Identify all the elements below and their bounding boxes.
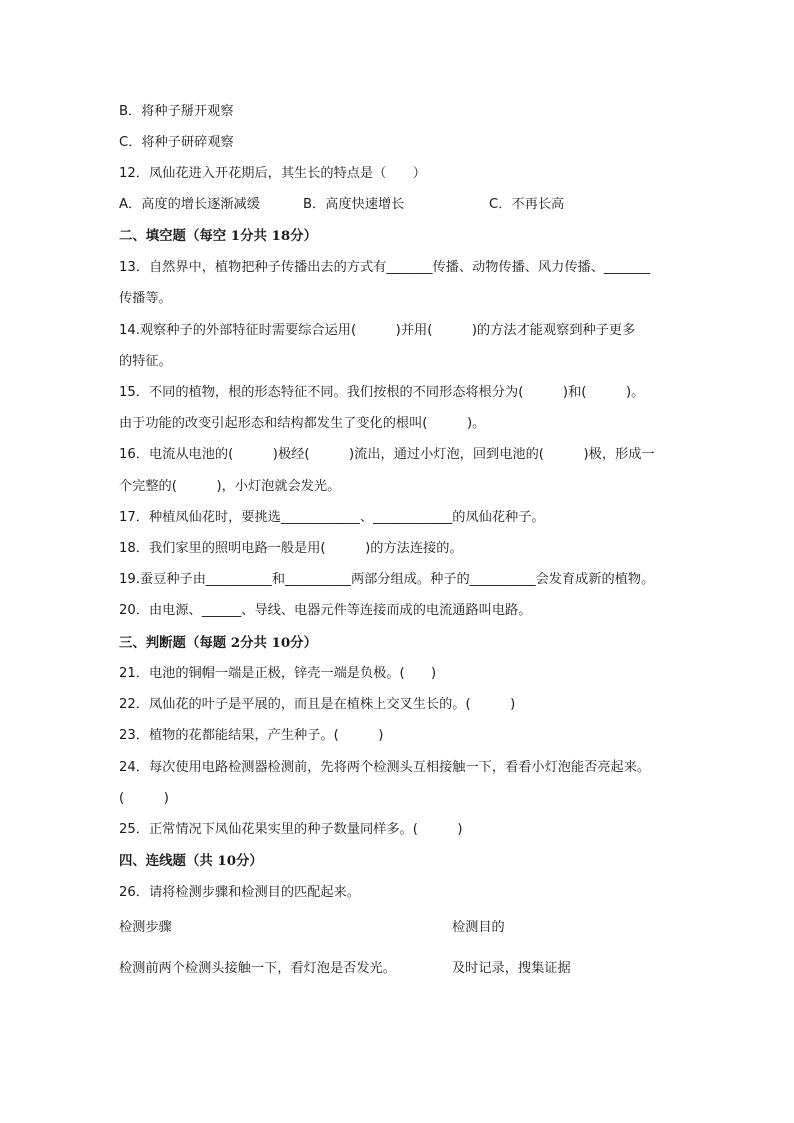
match-right-header: 检测目的 [452, 920, 505, 935]
q25: 25．正常情况下凤仙花果实里的种子数量同样多。( ) [119, 822, 463, 837]
q12-options [119, 195, 719, 215]
q15-line1: 15．不同的植物，根的形态特征不同。我们按根的不同形态将根分为( )和( )。 [119, 385, 645, 400]
q18: 18．我们家里的照明电路一般是用( )的方法连接的。 [119, 541, 463, 556]
q19: 19.蚕豆种子由__________和__________两部分组成。种子的__________会发育成新的植物。 [119, 572, 655, 587]
section3-title: 三、判断题（每题 2分共 10分） [119, 635, 317, 651]
match-left-item-1: 检测前两个检测头接触一下，看灯泡是否发光。 [119, 961, 396, 976]
q13-line1: 13．自然界中，植物把种子传播出去的方式有_______传播、动物传播、风力传播、_______ [119, 260, 651, 275]
match-left-header: 检测步骤 [119, 920, 172, 935]
section4-title: 四、连线题（共 10分） [119, 853, 263, 869]
section2-title: 二、填空题（每空 1分共 18分） [119, 228, 317, 244]
q24-line1: 24．每次使用电路检测器检测前，先将两个检测头互相接触一下，看看小灯泡能否亮起来。 [119, 760, 651, 775]
q12-stem: 12．凤仙花进入开花期后，其生长的特点是（ ） [119, 166, 426, 181]
q20: 20．由电源、______、导线、电器元件等连接而成的电流通路叫电路。 [119, 603, 532, 618]
q15-line2: 由于功能的改变引起形态和结构都发生了变化的根叫( )。 [119, 416, 486, 431]
q14-line1: 14.观察种子的外部特征时需要综合运用( )并用( )的方法才能观察到种子更多 [119, 323, 636, 338]
q16-line2: 个完整的( )，小灯泡就会发光。 [119, 479, 341, 494]
q23: 23．植物的花都能结果，产生种子。( ) [119, 728, 384, 743]
match-right-item-1: 及时记录，搜集证据 [452, 961, 571, 976]
q11-option-c: C．将种子研碎观察 [119, 135, 234, 150]
q12-option-b: B．高度快速增长 [303, 197, 405, 212]
q14-line2: 的特征。 [119, 354, 172, 369]
q17: 17．种植凤仙花时，要挑选____________、____________的凤仙花种子。 [119, 510, 545, 525]
q13-line2: 传播等。 [119, 291, 172, 306]
q26: 26．请将检测步骤和检测目的匹配起来。 [119, 885, 360, 900]
q21: 21．电池的铜帽一端是正极，锌壳一端是负极。( ) [119, 666, 437, 681]
q16-line1: 16．电流从电池的( )极经( )流出，通过小灯泡，回到电池的( )极，形成一 [119, 447, 655, 462]
q12-option-c: C．不再长高 [489, 197, 565, 212]
q22: 22．凤仙花的叶子是平展的，而且是在植株上交叉生长的。( ) [119, 697, 516, 712]
q24-line2: ( ) [119, 791, 169, 806]
q12-option-a: A．高度的增长逐渐减缓 [119, 197, 260, 212]
q11-option-b: B．将种子掰开观察 [119, 104, 234, 119]
